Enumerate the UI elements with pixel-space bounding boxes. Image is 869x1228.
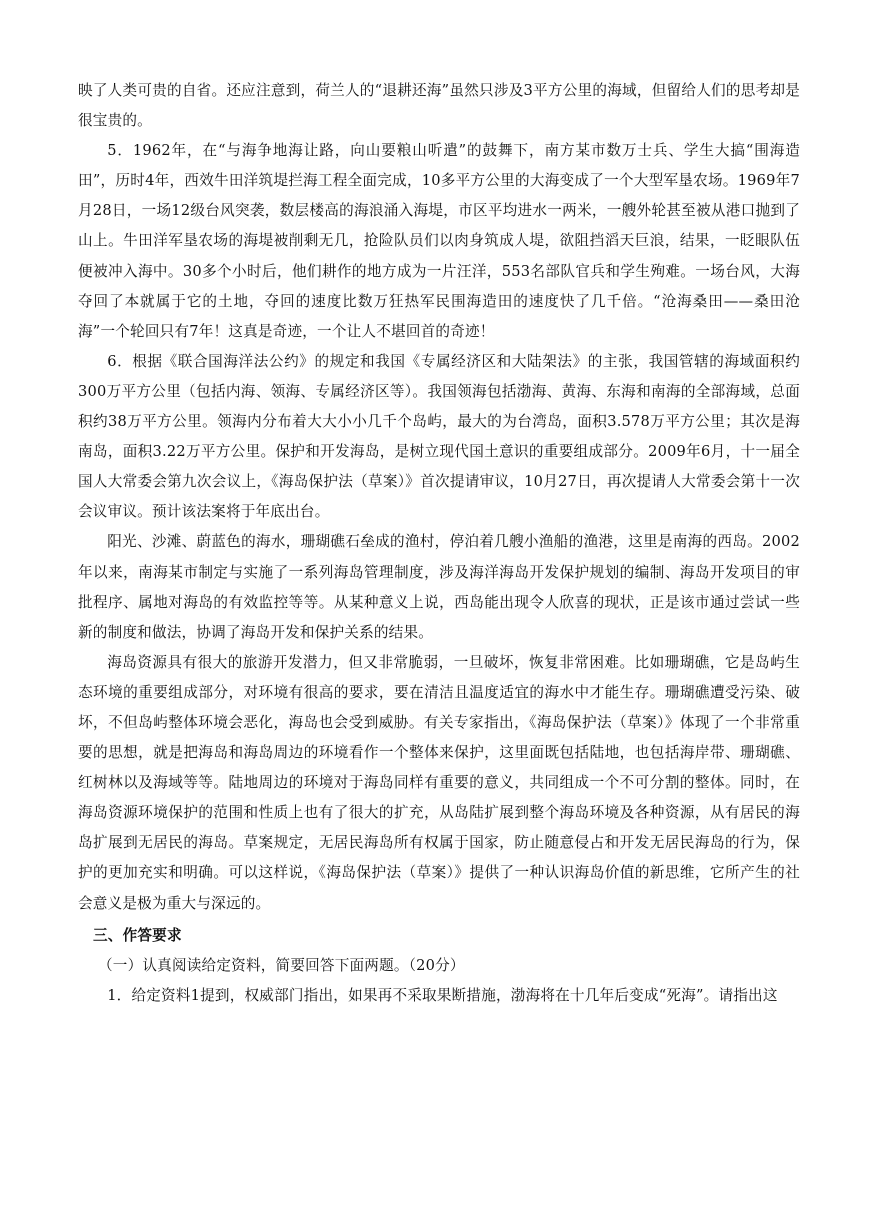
sub-requirement: （一）认真阅读给定资料，简要回答下面两题。（20分）	[98, 956, 465, 974]
paragraph-material-5: 5．1962年，在“与海争地海让路，向山要粮山听遣”的鼓舞下，南方某市数万士兵、学生大搞“围海造田”，历时4年，西效牛田洋筑堤拦海工程全面完成，10多平方公里的大海变成了一个大型军垦农场。1969年7月28日，一场12级台风突袭，数层楼高的海浪涌入海堤，市区平均进水一两米，一艘外轮甚至被从港口抛到了山上。牛田洋军垦农场的海堤被削剩无几，抢险队员们以肉身筑成人堤，欲阻挡滔天巨浪，结果，一眨眼队伍便被冲入海中。30多个小时后，他们耕作的地方成为一片汪洋，553名部队官兵和学生殉难。一场台风，大海夺回了本就属于它的土地，夺回的速度比数万狂热军民围海造田的速度快了几千倍。“沧海桑田——桑田沧海”一个轮回只有7年！这真是奇迹，一个让人不堪回首的奇迹！	[78, 142, 800, 340]
paragraph-material-6: 6．根据《联合国海洋法公约》的规定和我国《专属经济区和大陆架法》的主张，我国管辖的海域面积约300万平方公里（包括内海、领海、专属经济区等）。我国领海包括渤海、黄海、东海和南海的全部海域，总面积约38万平方公里。领海内分布着大大小小几千个岛屿，最大的为台湾岛，面积3.578万平方公里；其次是海南岛，面积3.22万平方公里。保护和开发海岛，是树立现代国土意识的重要组成部分。2009年6月，十一届全国人大常委会第九次会议上，《海岛保护法（草案）》首次提请审议，10月27日，再次提请人大常委会第十一次会议审议。预计该法案将于年底出台。	[78, 352, 800, 521]
section-heading: 三、作答要求	[93, 926, 182, 944]
question-1: 1．给定资料1提到，权威部门指出，如果再不采取果断措施，渤海将在十几年后变成“死海”。请指出这	[107, 986, 778, 1004]
document-page	[78, 76, 800, 1011]
paragraph-xidao: 阳光、沙滩、蔚蓝色的海水，珊瑚礁石垒成的渔村，停泊着几艘小渔船的渔港，这里是南海的西岛。2002年以来，南海某市制定与实施了一系列海岛管理制度，涉及海洋海岛开发保护规划的编制、海岛开发项目的审批程序、属地对海岛的有效监控等等。从某种意义上说，西岛能出现令人欣喜的现状，正是该市通过尝试一些新的制度和做法，协调了海岛开发和保护关系的结果。	[78, 533, 800, 641]
paragraph-island-resources: 海岛资源具有很大的旅游开发潜力，但又非常脆弱，一旦破坏，恢复非常困难。比如珊瑚礁，它是岛屿生态环境的重要组成部分，对环境有很高的要求，要在清洁且温度适宜的海水中才能生存。珊瑚礁遭受污染、破坏，不但岛屿整体环境会恶化，海岛也会受到威胁。有关专家指出，《海岛保护法（草案）》体现了一个非常重要的思想，就是把海岛和海岛周边的环境看作一个整体来保护，这里面既包括陆地，也包括海岸带、珊瑚礁、红树林以及海域等等。陆地周边的环境对于海岛同样有重要的意义，共同组成一个不可分割的整体。同时，在海岛资源环境保护的范围和性质上也有了很大的扩充，从岛陆扩展到整个海岛环境及各种资源，从有居民的海岛扩展到无居民的海岛。草案规定，无居民海岛所有权属于国家，防止随意侵占和开发无居民海岛的行为，保护的更加充实和明确。可以这样说，《海岛保护法（草案）》提供了一种认识海岛价值的新思维，它所产生的社会意义是极为重大与深远的。	[78, 653, 800, 912]
paragraph-continuation: 映了人类可贵的自省。还应注意到，荷兰人的“退耕还海”虽然只涉及3平方公里的海域，但留给人们的思考却是很宝贵的。	[78, 82, 800, 130]
